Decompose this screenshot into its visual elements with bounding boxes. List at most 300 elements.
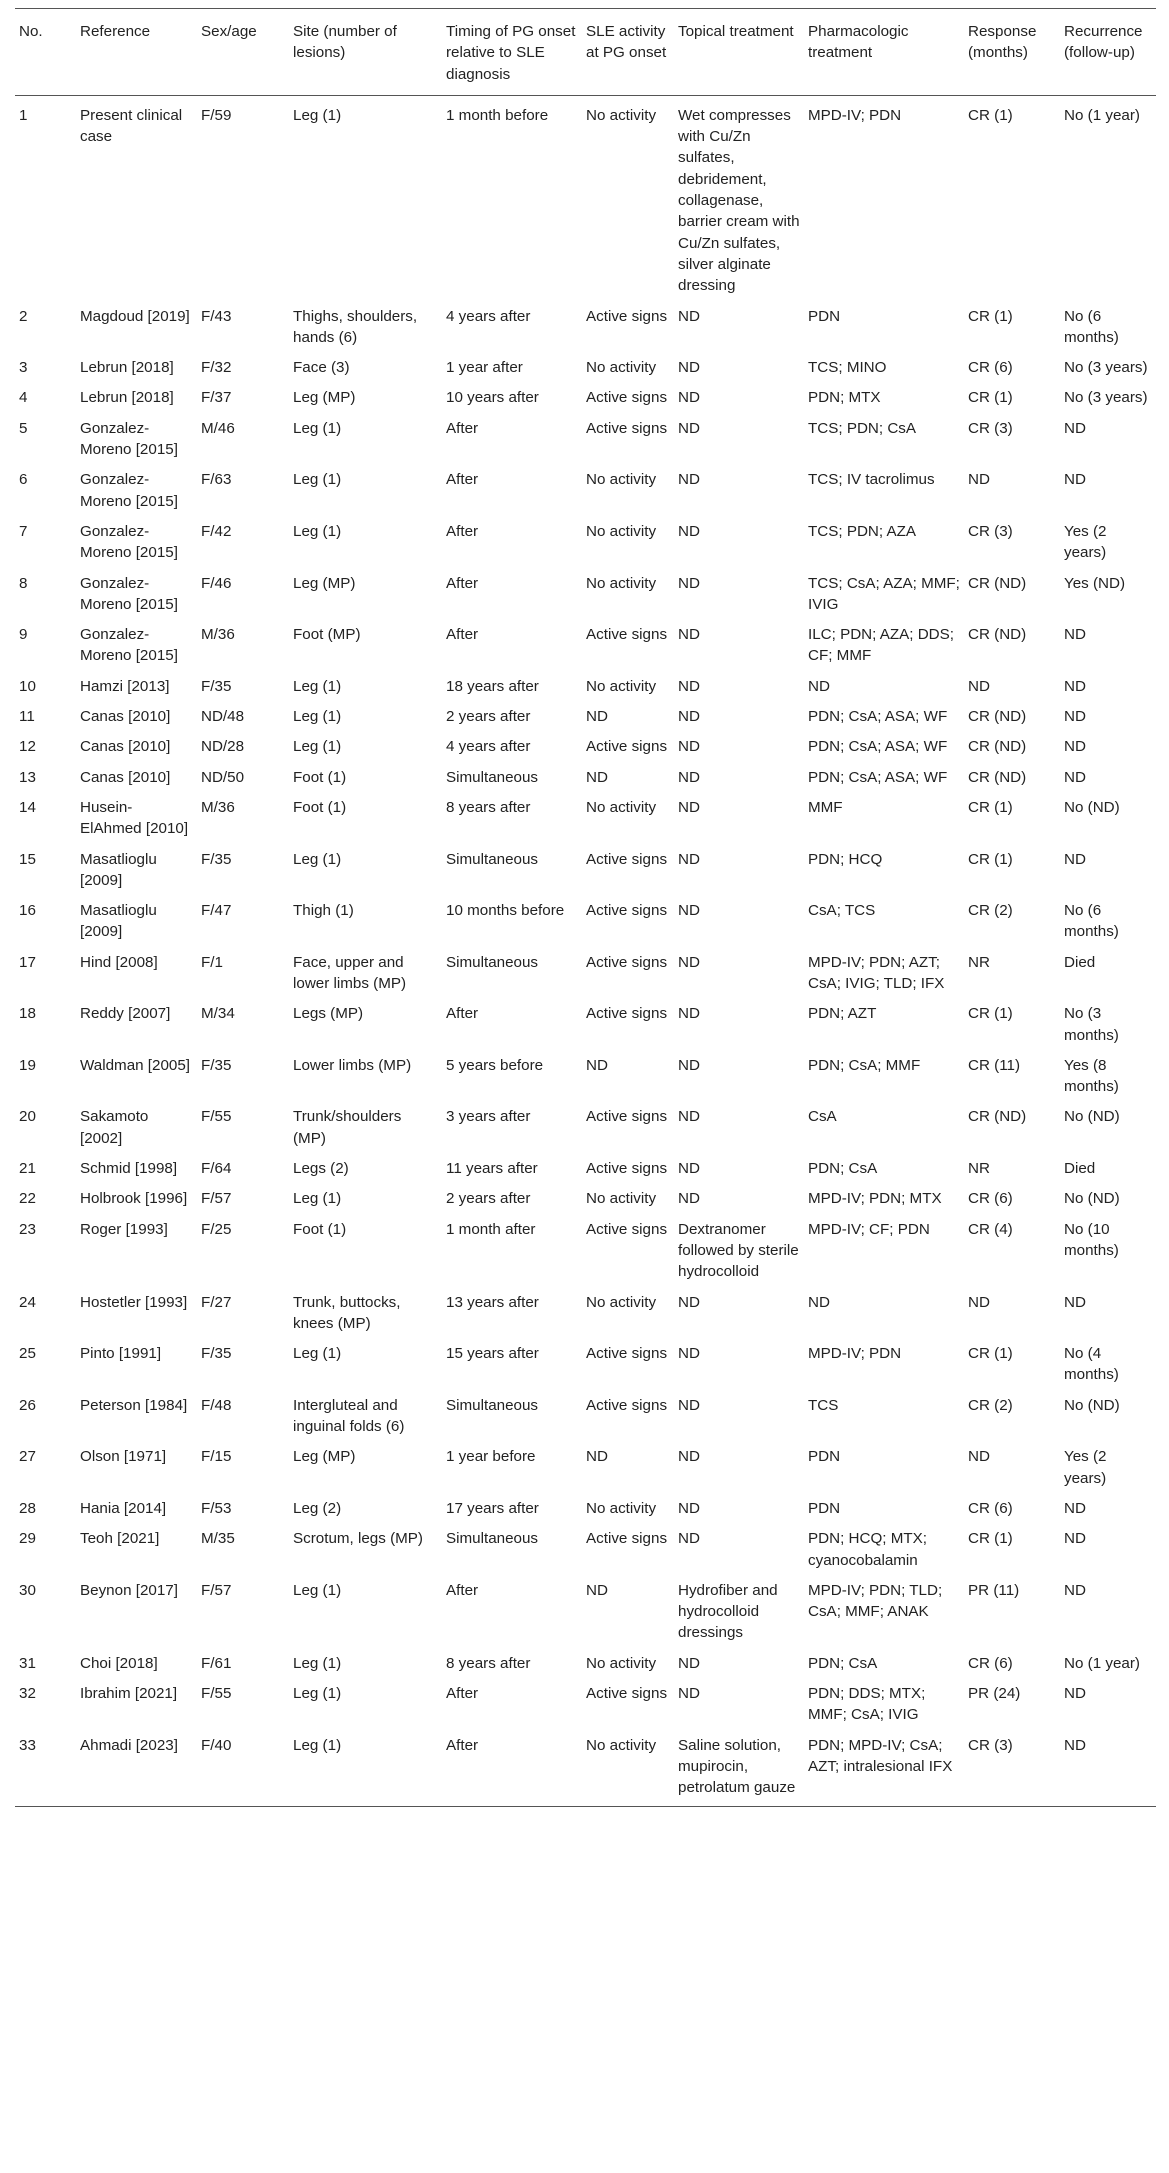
cell-no: 16: [19, 902, 36, 920]
cell-topical-treatment: ND: [678, 902, 700, 920]
cell-sle-activity: Active signs: [586, 1530, 668, 1548]
cell-response: ND: [968, 1448, 990, 1466]
cell-topical-treatment: ND: [678, 1190, 700, 1208]
cell-recurrence: No (ND): [1064, 798, 1120, 816]
cell-sex-age: F/35: [201, 1056, 232, 1074]
cell-pharmacologic-treatment: PDN; HCQ; MTX; cyanocobalamin: [808, 1530, 927, 1569]
cell-timing: 11 years after: [446, 1160, 538, 1178]
cell-response: CR (1): [968, 798, 1013, 816]
cell-timing: 15 years after: [446, 1345, 539, 1363]
cell-no: 29: [19, 1530, 36, 1548]
cell-site: Leg (1): [293, 471, 342, 489]
table-row: [15, 409, 1156, 461]
cell-site: Leg (1): [293, 1654, 342, 1672]
cell-reference: Ahmadi [2023]: [76, 1726, 197, 1807]
table-row: [15, 1437, 1156, 1489]
cell-topical-treatment: Wet compresses with Cu/Zn sulfates, debridement, collagenase, barrier cream with Cu/Zn sulfates, silver alginate dressing: [678, 106, 800, 295]
cell-no: 22: [19, 1190, 36, 1208]
cell-timing: Simultaneous: [446, 953, 539, 971]
cell-no: 8: [19, 574, 28, 592]
cell-response: CR (1): [968, 1530, 1013, 1548]
cell-recurrence: No (3 years): [1064, 389, 1148, 407]
cell-no: 10: [19, 677, 36, 695]
cell-pharmacologic-treatment: MPD-IV; PDN; MTX: [808, 1190, 942, 1208]
cell-recurrence: ND: [1064, 768, 1086, 786]
cell-sex-age: M/34: [201, 1005, 235, 1023]
cell-site: Foot (1): [293, 798, 347, 816]
cell-reference: Masatlioglu [2009]: [80, 902, 157, 941]
cell-no: 19: [19, 1056, 36, 1074]
cell-no: 31: [19, 1654, 36, 1672]
table-row: [15, 994, 1156, 1046]
cell-recurrence: ND: [1064, 738, 1086, 756]
cell-response: CR (3): [964, 1726, 1060, 1807]
cell-pharmacologic-treatment: ND: [808, 677, 830, 695]
cell-pharmacologic-treatment: PDN; AZT: [808, 1005, 877, 1023]
cell-recurrence: ND: [1060, 1726, 1156, 1807]
header-recurrence: Recurrence (follow-up): [1060, 9, 1156, 96]
cell-timing: 5 years before: [446, 1056, 544, 1074]
cell-timing: After: [446, 419, 479, 437]
table-row: [15, 1644, 1156, 1674]
cell-recurrence: ND: [1064, 1581, 1086, 1599]
cell-response: PR (11): [968, 1581, 1020, 1599]
cell-site: Legs (MP): [293, 1005, 364, 1023]
cell-topical-treatment: ND: [678, 1108, 700, 1126]
cell-sex-age: F/32: [201, 359, 232, 377]
cell-pharmacologic-treatment: PDN; CsA; ASA; WF: [808, 768, 948, 786]
cell-response: CR (4): [968, 1220, 1013, 1238]
cell-pharmacologic-treatment: PDN; MPD-IV; CsA; AZT; intralesional IFX: [804, 1726, 964, 1807]
cell-topical-treatment: ND: [678, 419, 700, 437]
cell-timing: After: [446, 626, 479, 644]
cell-recurrence: No (10 months): [1064, 1220, 1119, 1259]
cell-sex-age: M/35: [201, 1530, 235, 1548]
header-sex-age: Sex/age: [197, 9, 289, 96]
cell-sex-age: F/40: [197, 1726, 289, 1807]
cell-response: CR (6): [968, 1190, 1013, 1208]
cell-recurrence: No (ND): [1064, 1190, 1120, 1208]
cell-recurrence: ND: [1064, 1293, 1086, 1311]
cell-topical-treatment: ND: [678, 574, 700, 592]
cell-sle-activity: No activity: [586, 522, 657, 540]
cell-site: Leg (1): [293, 1190, 342, 1208]
cell-sex-age: M/36: [201, 626, 235, 644]
cell-sle-activity: Active signs: [586, 1005, 668, 1023]
cell-recurrence: ND: [1064, 419, 1086, 437]
cell-response: CR (ND): [968, 768, 1027, 786]
header-timing: Timing of PG onset relative to SLE diagnosis: [442, 9, 582, 96]
cell-response: CR (2): [968, 902, 1013, 920]
cell-sle-activity: No activity: [586, 1654, 657, 1672]
cell-pharmacologic-treatment: PDN; DDS; MTX; MMF; CsA; IVIG: [808, 1685, 926, 1724]
cell-timing: 1 month after: [446, 1220, 536, 1238]
cell-sle-activity: No activity: [586, 1190, 657, 1208]
cell-reference: Waldman [2005]: [80, 1056, 191, 1074]
cell-topical-treatment: ND: [678, 307, 700, 325]
table-row: [15, 1149, 1156, 1179]
cell-sex-age: F/61: [201, 1654, 232, 1672]
cell-timing: 1 year after: [446, 359, 523, 377]
cell-no: 5: [19, 419, 28, 437]
table-row: [15, 348, 1156, 378]
cell-pharmacologic-treatment: PDN; CsA; ASA; WF: [808, 738, 948, 756]
cell-response: CR (1): [968, 850, 1013, 868]
cell-topical-treatment: ND: [678, 708, 700, 726]
cell-sle-activity: No activity: [586, 1499, 657, 1517]
cell-pharmacologic-treatment: MMF: [808, 798, 843, 816]
cell-timing: 10 years after: [446, 389, 539, 407]
cell-reference: Ibrahim [2021]: [80, 1685, 178, 1702]
cell-pharmacologic-treatment: TCS; PDN; AZA: [808, 522, 917, 540]
cell-recurrence: No (3 months): [1064, 1005, 1119, 1044]
cell-reference: Canas [2010]: [80, 708, 171, 726]
cell-reference: Lebrun [2018]: [80, 359, 174, 377]
cell-topical-treatment: ND: [678, 1396, 700, 1414]
cell-pharmacologic-treatment: MPD-IV; CF; PDN: [808, 1220, 930, 1238]
table-row: [15, 1674, 1156, 1726]
cell-response: CR (1): [968, 1345, 1013, 1363]
cell-response: ND: [968, 1293, 990, 1311]
cell-sle-activity: No activity: [586, 798, 657, 816]
cell-sle-activity: Active signs: [586, 953, 668, 971]
cell-sex-age: F/25: [201, 1220, 232, 1238]
cell-sle-activity: Active signs: [586, 902, 668, 920]
table-row: [15, 788, 1156, 840]
table-header-row: [15, 9, 1156, 96]
cell-site: Foot (MP): [293, 626, 361, 644]
cell-timing: After: [446, 1685, 479, 1702]
cell-reference: Magdoud [2019]: [80, 307, 190, 325]
cell-site: Leg (1): [293, 522, 342, 540]
cell-pharmacologic-treatment: ND: [808, 1293, 830, 1311]
header-pharmacologic-treatment: Pharmacologic treatment: [804, 9, 964, 96]
cell-topical-treatment: ND: [678, 768, 700, 786]
cell-timing: Simultaneous: [446, 1530, 539, 1548]
cell-sex-age: F/27: [201, 1293, 232, 1311]
cell-pharmacologic-treatment: PDN; CsA: [808, 1160, 878, 1178]
cell-sle-activity: Active signs: [586, 1345, 668, 1363]
table-row: [15, 1097, 1156, 1149]
table-row: [15, 378, 1156, 408]
cell-sle-activity: Active signs: [586, 1220, 668, 1238]
cell-reference: Husein-ElAhmed [2010]: [80, 798, 189, 838]
table-row: [15, 1386, 1156, 1438]
cell-sle-activity: No activity: [586, 574, 657, 592]
cell-timing: 10 months before: [446, 902, 565, 920]
cell-recurrence: ND: [1064, 708, 1086, 726]
cell-site: Leg (1): [293, 1345, 342, 1363]
cell-timing: After: [446, 471, 479, 489]
cell-sle-activity: Active signs: [586, 738, 668, 756]
cell-sle-activity: Active signs: [586, 419, 668, 437]
cell-sle-activity: ND: [586, 708, 608, 726]
cell-sex-age: F/15: [201, 1448, 232, 1466]
cell-sex-age: F/59: [201, 106, 232, 124]
cell-no: 9: [19, 626, 28, 644]
cell-no: 17: [19, 953, 36, 971]
cell-no: 15: [19, 850, 36, 868]
cell-sex-age: ND/50: [201, 768, 245, 786]
cell-recurrence: ND: [1064, 626, 1086, 644]
cell-reference: Gonzalez-Moreno [2015]: [80, 574, 178, 613]
cell-sex-age: F/48: [201, 1396, 232, 1414]
cell-site: Trunk/shoulders (MP): [293, 1108, 402, 1147]
cell-sle-activity: Active signs: [586, 389, 668, 407]
cell-pharmacologic-treatment: PDN: [808, 1499, 841, 1517]
cell-no: 3: [19, 359, 28, 377]
cell-response: ND: [968, 677, 990, 695]
header-sle-activity: SLE activity at PG onset: [582, 9, 674, 96]
cell-response: CR (1): [968, 106, 1013, 124]
cell-sle-activity: Active signs: [586, 626, 668, 644]
cell-pharmacologic-treatment: PDN; CsA; ASA; WF: [808, 708, 948, 726]
pg-sle-case-table: [15, 8, 1156, 1807]
cell-pharmacologic-treatment: MPD-IV; PDN; AZT; CsA; IVIG; TLD; IFX: [808, 953, 945, 992]
cell-sle-activity: Active signs: [586, 850, 668, 868]
cell-reference: Pinto [1991]: [80, 1345, 162, 1363]
cell-no: 6: [19, 471, 28, 489]
cell-sex-age: F/42: [201, 522, 232, 540]
table-row: [15, 1179, 1156, 1209]
cell-timing: 4 years after: [446, 738, 531, 756]
cell-sex-age: F/46: [201, 574, 232, 592]
cell-topical-treatment: ND: [678, 471, 700, 489]
cell-site: Leg (1): [289, 1726, 442, 1807]
cell-pharmacologic-treatment: ILC; PDN; AZA; DDS; CF; MMF: [808, 626, 955, 665]
cell-topical-treatment: ND: [678, 522, 700, 540]
header-no: No.: [15, 9, 76, 96]
cell-topical-treatment: Dextranomer followed by sterile hydrocolloid: [678, 1220, 799, 1281]
table-row: [15, 615, 1156, 667]
cell-timing: After: [446, 574, 479, 592]
cell-pharmacologic-treatment: PDN; CsA: [808, 1654, 878, 1672]
cell-no: 1: [19, 106, 28, 124]
cell-recurrence: Yes (ND): [1064, 574, 1126, 592]
cell-site: Trunk, buttocks, knees (MP): [293, 1293, 401, 1332]
cell-site: Scrotum, legs (MP): [293, 1530, 423, 1548]
cell-sle-activity: Active signs: [586, 1685, 668, 1702]
cell-response: CR (ND): [968, 708, 1027, 726]
case-table-container: [15, 8, 1169, 1807]
cell-no: 25: [19, 1345, 36, 1363]
cell-timing: 1 month before: [446, 106, 549, 124]
cell-reference: Teoh [2021]: [80, 1530, 160, 1548]
cell-topical-treatment: ND: [678, 1160, 700, 1178]
cell-response: CR (11): [968, 1056, 1021, 1074]
cell-topical-treatment: ND: [678, 798, 700, 816]
cell-no: 32: [19, 1685, 36, 1702]
cell-timing: 1 year before: [446, 1448, 536, 1466]
cell-topical-treatment: ND: [678, 1005, 700, 1023]
cell-recurrence: No (6 months): [1064, 307, 1119, 346]
cell-timing: 18 years after: [446, 677, 539, 695]
cell-response: CR (ND): [968, 574, 1027, 592]
cell-response: NR: [968, 953, 990, 971]
cell-response: CR (1): [968, 307, 1013, 325]
cell-sex-age: F/55: [201, 1685, 232, 1702]
cell-timing: 8 years after: [446, 798, 531, 816]
cell-timing: After: [446, 522, 479, 540]
cell-sle-activity: No activity: [582, 1726, 674, 1807]
cell-timing: After: [442, 1726, 582, 1807]
cell-site: Leg (MP): [293, 1448, 356, 1466]
cell-sex-age: F/63: [201, 471, 232, 489]
cell-sex-age: M/46: [201, 419, 235, 437]
cell-response: CR (1): [968, 389, 1013, 407]
cell-site: Intergluteal and inguinal folds (6): [293, 1396, 405, 1436]
cell-sle-activity: Active signs: [586, 1160, 668, 1178]
cell-recurrence: No (3 years): [1064, 359, 1148, 377]
cell-recurrence: Yes (2 years): [1064, 522, 1107, 562]
cell-timing: 13 years after: [446, 1293, 539, 1311]
cell-reference: Hind [2008]: [80, 953, 158, 971]
table-row: [15, 727, 1156, 757]
cell-sex-age: F/35: [201, 677, 232, 695]
cell-sle-activity: No activity: [586, 471, 657, 489]
table-row: [15, 297, 1156, 349]
cell-recurrence: No (4 months): [1064, 1345, 1119, 1384]
table-row: [15, 1283, 1156, 1335]
cell-sle-activity: No activity: [586, 359, 657, 377]
cell-response: CR (3): [968, 522, 1013, 540]
table-row: [15, 1519, 1156, 1571]
cell-reference: Holbrook [1996]: [80, 1190, 188, 1208]
cell-topical-treatment: Hydrofiber and hydrocolloid dressings: [678, 1581, 778, 1642]
cell-recurrence: Yes (2 years): [1064, 1448, 1107, 1487]
cell-reference: Masatlioglu [2009]: [80, 850, 157, 889]
cell-reference: Canas [2010]: [80, 768, 171, 786]
cell-reference: Gonzalez-Moreno [2015]: [80, 522, 178, 562]
table-row: [15, 891, 1156, 943]
cell-no: 24: [19, 1293, 36, 1311]
cell-pharmacologic-treatment: TCS; MINO: [808, 359, 887, 377]
cell-sle-activity: ND: [586, 768, 608, 786]
cell-recurrence: ND: [1064, 1499, 1086, 1517]
cell-no: 23: [19, 1220, 36, 1238]
cell-topical-treatment: ND: [678, 1293, 700, 1311]
cell-sex-age: F/35: [201, 850, 232, 868]
cell-site: Leg (2): [293, 1499, 342, 1517]
cell-site: Thigh (1): [293, 902, 354, 920]
table-row: [15, 1210, 1156, 1283]
cell-reference: Hamzi [2013]: [80, 677, 170, 695]
header-site: Site (number of lesions): [289, 9, 442, 96]
cell-site: Leg (MP): [293, 389, 356, 407]
cell-reference: Gonzalez-Moreno [2015]: [80, 626, 178, 665]
table-row: [15, 1046, 1156, 1098]
cell-topical-treatment: ND: [678, 738, 700, 756]
cell-recurrence: No (6 months): [1064, 902, 1119, 941]
cell-site: Foot (1): [293, 1220, 347, 1238]
table-row: [15, 943, 1156, 995]
cell-sle-activity: ND: [586, 1581, 608, 1599]
cell-sex-age: F/55: [201, 1108, 232, 1126]
cell-reference: Present clinical case: [80, 106, 183, 146]
cell-sle-activity: ND: [586, 1448, 608, 1466]
cell-timing: 17 years after: [446, 1499, 539, 1517]
cell-sle-activity: Active signs: [586, 307, 668, 325]
cell-topical-treatment: ND: [678, 1499, 700, 1517]
cell-sex-age: F/53: [201, 1499, 232, 1517]
cell-recurrence: No (ND): [1064, 1396, 1120, 1414]
cell-sex-age: F/57: [201, 1581, 232, 1599]
cell-site: Foot (1): [293, 768, 347, 786]
cell-response: CR (3): [968, 419, 1013, 437]
cell-sex-age: F/37: [201, 389, 232, 407]
cell-topical-treatment: ND: [678, 1056, 700, 1074]
cell-topical-treatment: Saline solution, mupirocin, petrolatum gauze: [674, 1726, 804, 1807]
cell-no: 18: [19, 1005, 36, 1023]
cell-sle-activity: Active signs: [586, 1396, 668, 1414]
cell-timing: Simultaneous: [446, 768, 539, 786]
cell-sle-activity: ND: [586, 1056, 608, 1074]
cell-sex-age: ND/48: [201, 708, 245, 726]
table-row: [15, 95, 1156, 296]
cell-recurrence: ND: [1064, 471, 1086, 489]
cell-site: Face (3): [293, 359, 350, 377]
cell-pharmacologic-treatment: TCS; IV tacrolimus: [808, 471, 935, 489]
table-row: [15, 840, 1156, 892]
cell-reference: Beynon [2017]: [80, 1581, 178, 1599]
cell-recurrence: ND: [1064, 850, 1086, 868]
cell-topical-treatment: ND: [678, 1448, 700, 1466]
cell-sex-age: F/43: [201, 307, 232, 325]
cell-response: CR (ND): [968, 1108, 1027, 1126]
table-row: [15, 512, 1156, 564]
cell-reference: Schmid [1998]: [80, 1160, 178, 1178]
cell-topical-treatment: ND: [678, 1685, 700, 1702]
cell-pharmacologic-treatment: MPD-IV; PDN: [808, 1345, 902, 1363]
cell-topical-treatment: ND: [678, 677, 700, 695]
cell-topical-treatment: ND: [678, 1345, 700, 1363]
cell-recurrence: ND: [1064, 1530, 1086, 1548]
cell-timing: Simultaneous: [446, 1396, 539, 1414]
cell-site: Leg (1): [293, 708, 342, 726]
cell-no: 20: [19, 1108, 36, 1126]
cell-topical-treatment: ND: [678, 389, 700, 407]
cell-pharmacologic-treatment: TCS; PDN; CsA: [808, 419, 917, 437]
cell-topical-treatment: ND: [678, 1530, 700, 1548]
cell-response: ND: [968, 471, 990, 489]
table-row: [15, 697, 1156, 727]
cell-response: CR (1): [968, 1005, 1013, 1023]
cell-no: 21: [19, 1160, 36, 1178]
cell-response: PR (24): [968, 1685, 1021, 1702]
cell-sex-age: F/47: [201, 902, 232, 920]
cell-response: CR (6): [968, 359, 1013, 377]
cell-recurrence: ND: [1064, 1685, 1086, 1702]
cell-no: 30: [19, 1581, 36, 1599]
cell-pharmacologic-treatment: CsA: [808, 1108, 837, 1126]
cell-no: 12: [19, 738, 36, 756]
cell-no: 2: [19, 307, 28, 325]
cell-site: Leg (MP): [293, 574, 356, 592]
cell-sex-age: F/64: [201, 1160, 232, 1178]
cell-timing: 2 years after: [446, 708, 531, 726]
cell-reference: Peterson [1984]: [80, 1396, 188, 1414]
header-reference: Reference: [76, 9, 197, 96]
cell-recurrence: No (1 year): [1064, 106, 1140, 124]
cell-pharmacologic-treatment: CsA; TCS: [808, 902, 876, 920]
cell-reference: Sakamoto [2002]: [80, 1108, 149, 1147]
table-row: [15, 1489, 1156, 1519]
cell-site: Leg (1): [293, 850, 342, 868]
cell-topical-treatment: ND: [678, 1654, 700, 1672]
cell-response: CR (ND): [968, 626, 1027, 644]
table-row: [15, 667, 1156, 697]
cell-recurrence: Died: [1064, 953, 1096, 971]
